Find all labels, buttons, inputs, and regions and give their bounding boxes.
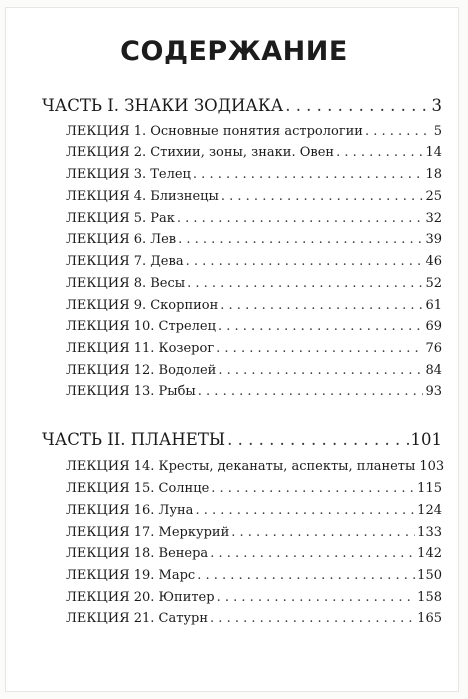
toc-part-1[interactable] — [42, 96, 442, 115]
toc-lecture-1[interactable] — [66, 124, 442, 139]
leader-dots — [365, 124, 432, 139]
leader-dots — [231, 525, 415, 540]
toc-lecture-19[interactable] — [66, 568, 442, 583]
toc-lecture-5[interactable] — [66, 211, 442, 226]
toc-page-number: 101 — [410, 430, 442, 449]
leader-dots — [198, 384, 424, 399]
toc-page-number: 133 — [417, 525, 442, 540]
toc-lecture-20[interactable] — [66, 590, 442, 605]
toc-part-label: ЧАСТЬ II. ПЛАНЕТЫ — [42, 430, 226, 449]
toc-lecture-11[interactable] — [66, 341, 442, 356]
leader-dots — [216, 341, 423, 356]
toc-page-number: 84 — [425, 363, 442, 378]
leader-dots — [210, 611, 415, 626]
toc-page-number: 14 — [425, 145, 442, 160]
toc-lecture-9[interactable] — [66, 298, 442, 313]
toc-lecture-10[interactable] — [66, 319, 442, 334]
leader-dots — [336, 145, 423, 160]
toc-lecture-label: ЛЕКЦИЯ 18. Венера — [66, 546, 209, 561]
toc-page-number: 93 — [425, 384, 442, 399]
toc-lecture-label: ЛЕКЦИЯ 5. Рак — [66, 211, 175, 226]
toc-lecture-6[interactable] — [66, 232, 442, 247]
leader-dots — [177, 211, 424, 226]
leader-dots — [210, 546, 415, 561]
leader-dots — [221, 189, 424, 204]
toc-lecture-2[interactable] — [66, 145, 442, 160]
toc-lecture-label: ЛЕКЦИЯ 12. Водолей — [66, 363, 217, 378]
leader-dots — [197, 568, 415, 583]
leader-dots — [211, 481, 415, 496]
toc-lecture-label: ЛЕКЦИЯ 3. Телец — [66, 167, 191, 182]
toc-lecture-18[interactable] — [66, 546, 442, 561]
toc-lecture-label: ЛЕКЦИЯ 19. Марс — [66, 568, 196, 583]
toc-page-number: 158 — [417, 590, 442, 605]
toc-page-number: 76 — [425, 341, 442, 356]
leader-dots — [187, 276, 423, 291]
leader-dots — [186, 254, 424, 269]
toc-lecture-16[interactable] — [66, 503, 442, 518]
toc-page-number: 103 — [419, 459, 445, 474]
toc-lecture-label: ЛЕКЦИЯ 11. Козерог — [66, 341, 215, 356]
toc-lecture-label: ЛЕКЦИЯ 2. Стихии, зоны, знаки. Овен — [66, 145, 335, 160]
toc-page-number: 39 — [425, 232, 442, 247]
toc-lecture-label: ЛЕКЦИЯ 7. Дева — [66, 254, 184, 269]
leader-dots — [193, 167, 424, 182]
toc-page-number: 165 — [417, 611, 442, 626]
toc-page-number: 18 — [425, 167, 442, 182]
toc-lecture-17[interactable] — [66, 525, 442, 540]
toc-page-number: 61 — [425, 298, 442, 313]
toc-lecture-label: ЛЕКЦИЯ 13. Рыбы — [66, 384, 196, 399]
toc-lecture-21[interactable] — [66, 611, 442, 626]
toc-lecture-label: ЛЕКЦИЯ 14. Кресты, деканаты, аспекты, планеты — [66, 459, 416, 474]
toc-lecture-7[interactable] — [66, 254, 442, 269]
toc-lecture-label: ЛЕКЦИЯ 9. Скорпион — [66, 298, 219, 313]
toc-page-number: 124 — [417, 503, 442, 518]
toc-lecture-14[interactable] — [66, 459, 445, 474]
leader-dots — [217, 590, 416, 605]
toc-page-number: 115 — [417, 481, 442, 496]
toc-page-number: 25 — [425, 189, 442, 204]
toc-lecture-13[interactable] — [66, 384, 442, 399]
toc-part-2[interactable] — [42, 430, 442, 449]
toc-lecture-label: ЛЕКЦИЯ 21. Сатурн — [66, 611, 209, 626]
toc-lecture-12[interactable] — [66, 363, 442, 378]
toc-lecture-8[interactable] — [66, 276, 442, 291]
toc-lecture-label: ЛЕКЦИЯ 1. Основные понятия астрологии — [66, 124, 363, 139]
toc-lecture-label: ЛЕКЦИЯ 6. Лев — [66, 232, 177, 247]
toc-lecture-label: ЛЕКЦИЯ 20. Юпитер — [66, 590, 215, 605]
toc-page-number: 3 — [431, 96, 442, 115]
leader-dots — [220, 298, 423, 313]
toc-lecture-label: ЛЕКЦИЯ 8. Весы — [66, 276, 186, 291]
toc-lecture-15[interactable] — [66, 481, 442, 496]
toc-page-number: 5 — [433, 124, 442, 139]
leader-dots — [285, 96, 429, 115]
leader-dots — [195, 503, 415, 518]
toc-lecture-4[interactable] — [66, 189, 442, 204]
toc-page-number: 69 — [425, 319, 442, 334]
toc-page-number: 142 — [417, 546, 442, 561]
toc-lecture-label: ЛЕКЦИЯ 15. Солнце — [66, 481, 210, 496]
toc-lecture-label: ЛЕКЦИЯ 16. Луна — [66, 503, 194, 518]
toc-lecture-label: ЛЕКЦИЯ 4. Близнецы — [66, 189, 219, 204]
leader-dots — [218, 319, 423, 334]
toc-lecture-3[interactable] — [66, 167, 442, 182]
leader-dots — [227, 430, 408, 449]
toc-page-number: 32 — [425, 211, 442, 226]
toc-part-label: ЧАСТЬ I. ЗНАКИ ЗОДИАКА — [42, 96, 284, 115]
toc-page-number: 46 — [425, 254, 442, 269]
leader-dots — [218, 363, 423, 378]
page-title: СОДЕРЖАНИЕ — [120, 36, 348, 67]
toc-page-number: 52 — [425, 276, 442, 291]
toc-lecture-label: ЛЕКЦИЯ 10. Стрелец — [66, 319, 216, 334]
toc-lecture-label: ЛЕКЦИЯ 17. Меркурий — [66, 525, 230, 540]
toc-page-number: 150 — [417, 568, 442, 583]
leader-dots — [178, 232, 423, 247]
